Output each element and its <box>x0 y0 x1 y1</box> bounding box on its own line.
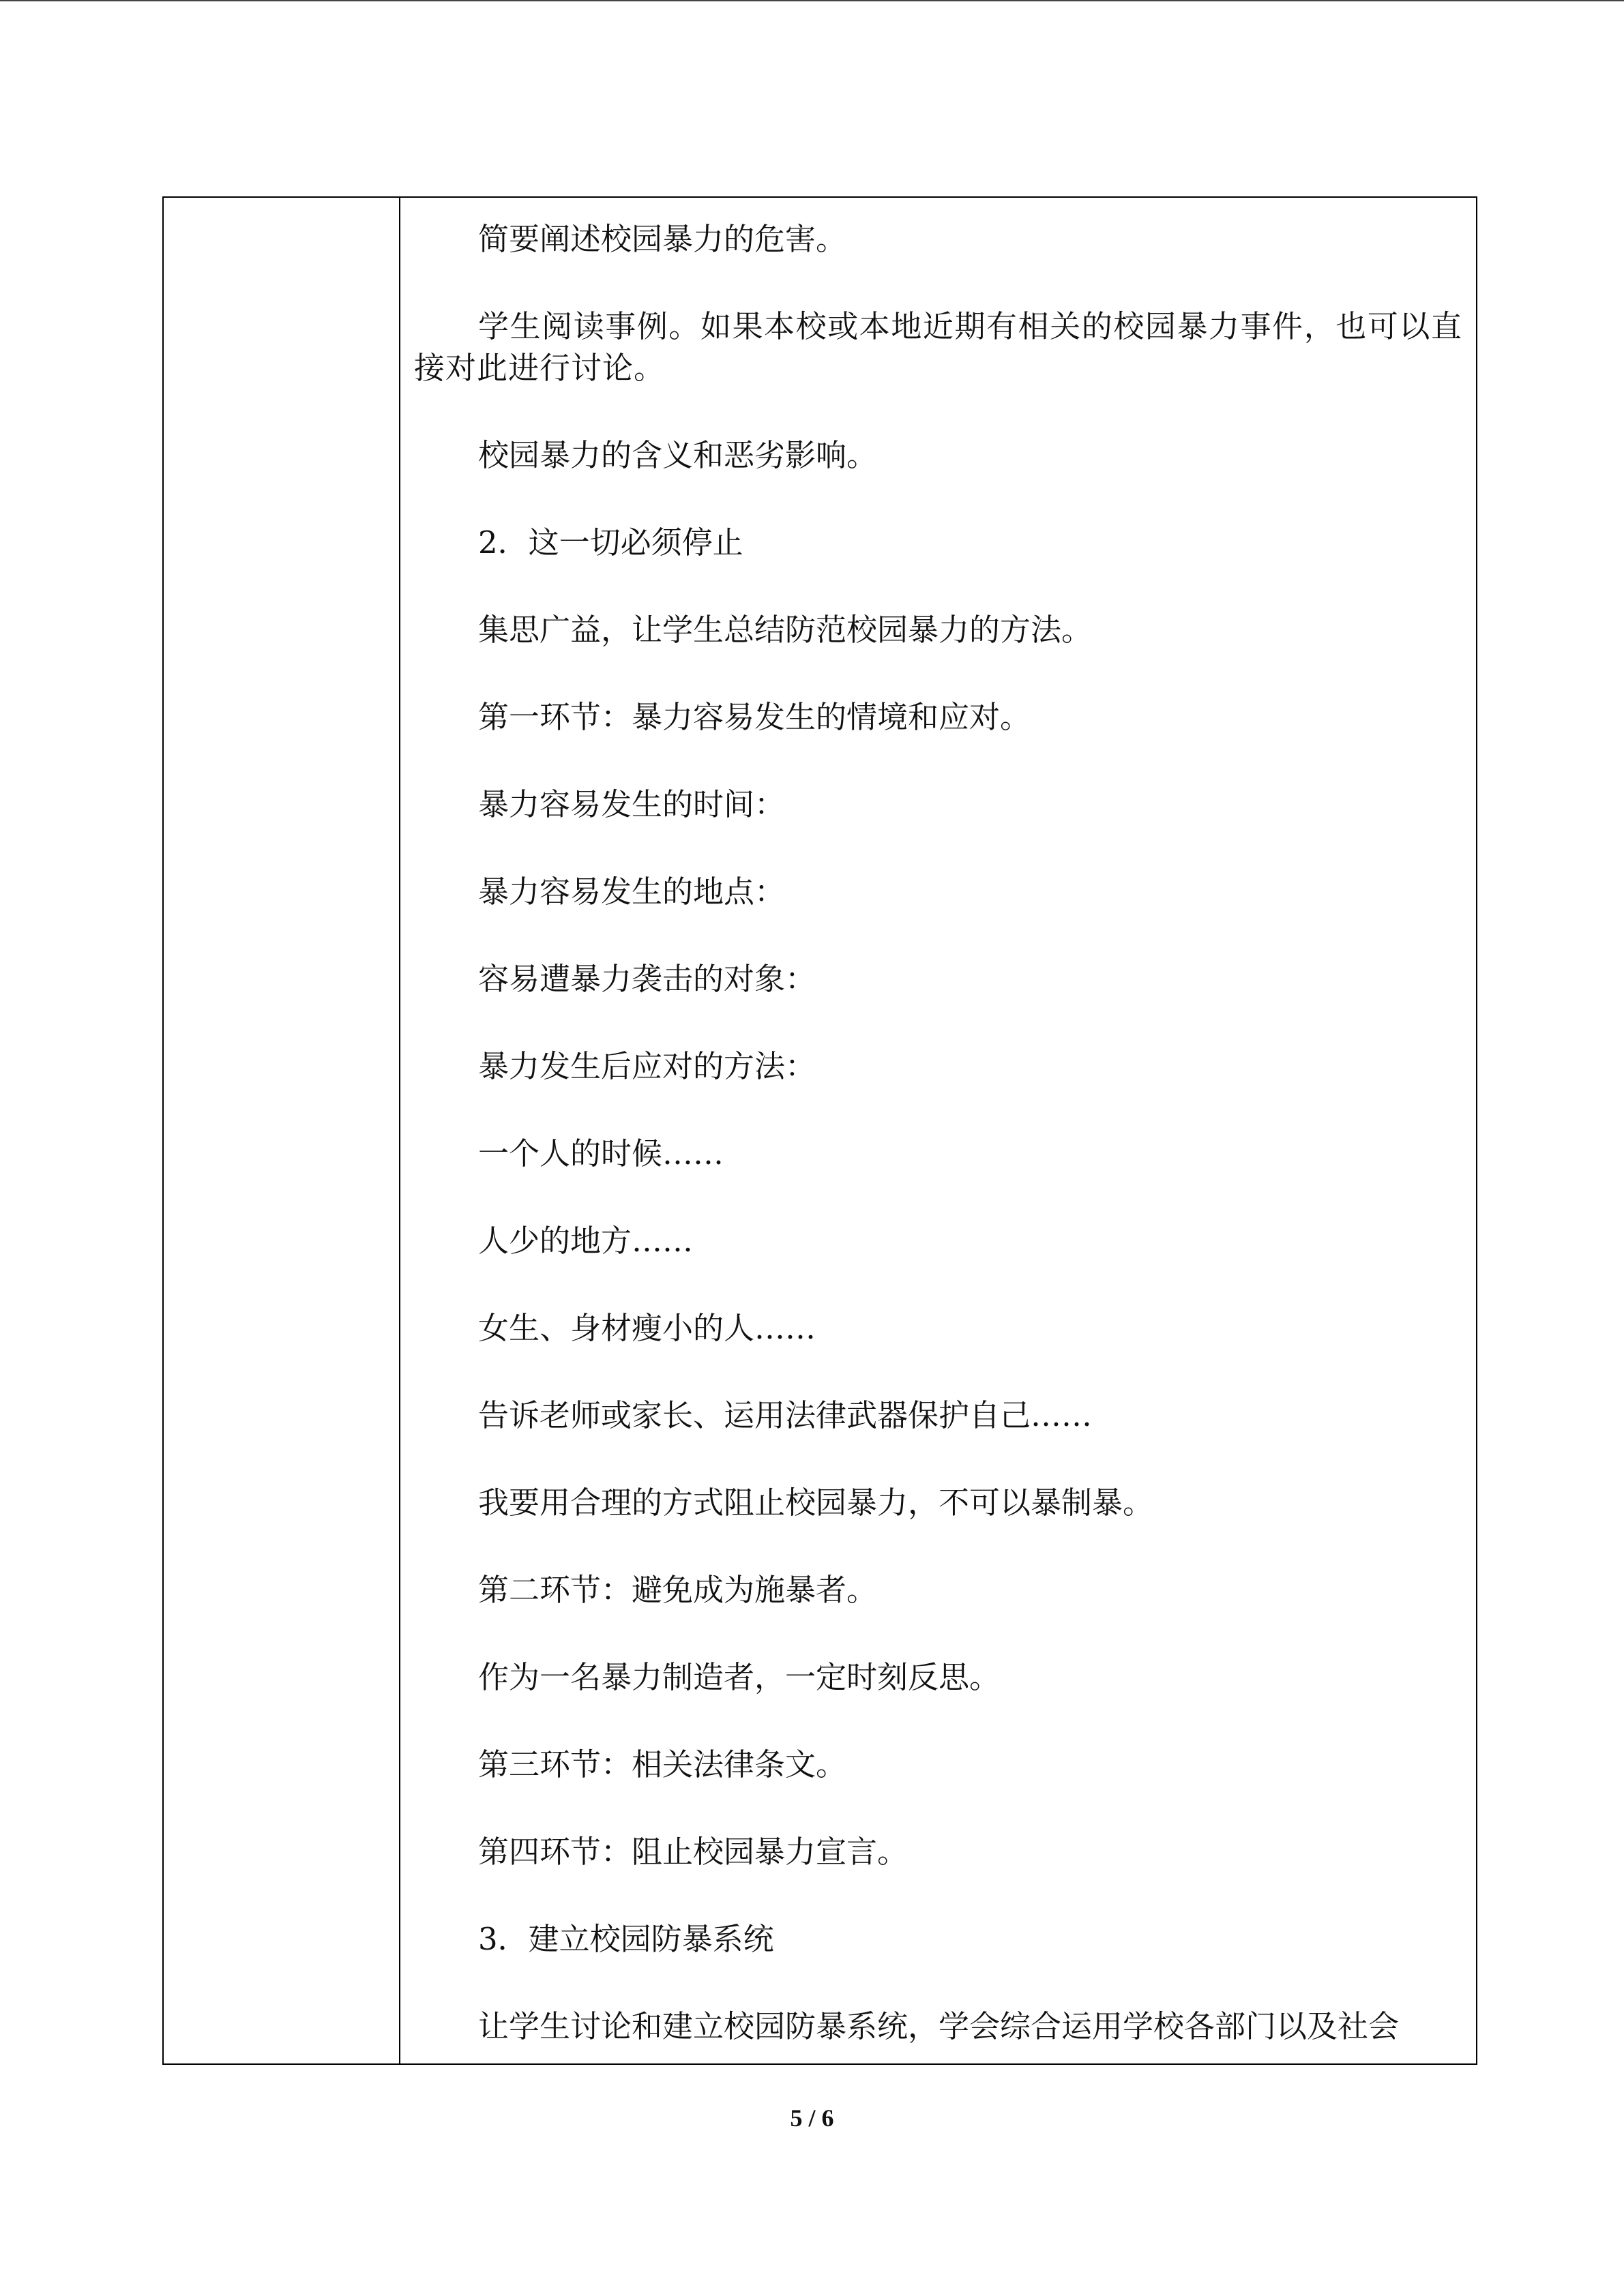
paragraph: 容易遭暴力袭击的对象： <box>478 961 816 997</box>
paragraph: 第二环节：避免成为施暴者。 <box>478 1572 878 1608</box>
paragraph: 一个人的时候…… <box>478 1135 724 1172</box>
paragraph: 第一环节：暴力容易发生的情境和应对。 <box>478 699 1031 735</box>
section-heading: 3．建立校园防暴系统 <box>478 1921 774 1957</box>
paragraph: 暴力发生后应对的方法： <box>478 1048 816 1084</box>
paragraph: 学生阅读事例。如果本校或本地近期有相关的校园暴力事件，也可以直接对此进行讨论。 <box>414 308 1462 386</box>
paragraph: 暴力容易发生的地点： <box>478 874 786 910</box>
section-heading: 2．这一切必须停止 <box>478 524 743 561</box>
paragraph: 校园暴力的含义和恶劣影响。 <box>478 437 878 473</box>
paragraph: 集思广益，让学生总结防范校园暴力的方法。 <box>478 612 1093 648</box>
paragraph: 暴力容易发生的时间： <box>478 786 786 822</box>
paragraph: 人少的地方…… <box>478 1223 694 1259</box>
table-left-cell <box>164 198 399 2063</box>
paragraph: 告诉老师或家长、运用法律武器保护自己…… <box>478 1397 1093 1433</box>
paragraph: 女生、身材瘦小的人…… <box>478 1310 816 1346</box>
paragraph: 让学生讨论和建立校园防暴系统，学会综合运用学校各部门以及社会 <box>478 2008 1400 2044</box>
page-top-border <box>0 0 1624 1</box>
paragraph: 我要用合理的方式阻止校园暴力，不可以暴制暴。 <box>478 1485 1154 1521</box>
paragraph: 第三环节：相关法律条文。 <box>478 1746 847 1783</box>
lesson-table <box>162 196 1477 2065</box>
table-content-cell <box>400 198 1476 2063</box>
paragraph: 作为一名暴力制造者，一定时刻反思。 <box>478 1659 1001 1695</box>
paragraph: 简要阐述校园暴力的危害。 <box>478 221 847 257</box>
paragraph: 第四环节：阻止校园暴力宣言。 <box>478 1834 909 1870</box>
page-number: 5 / 6 <box>790 2104 834 2132</box>
